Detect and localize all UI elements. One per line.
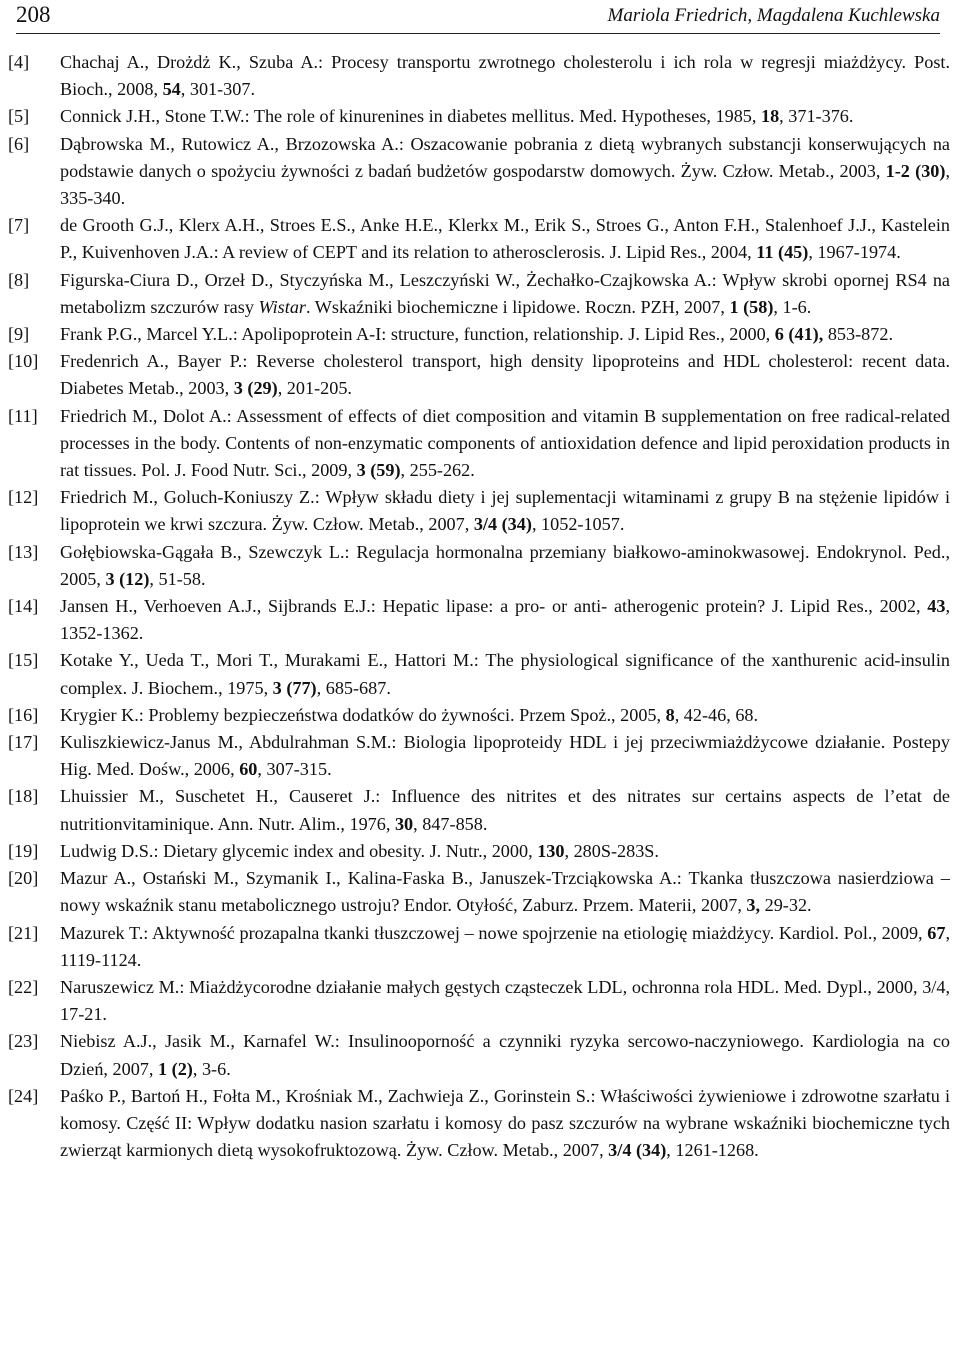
reference-number: [13] (8, 541, 39, 562)
reference-text-part: , 847-858. (413, 813, 488, 834)
reference-item (8, 783, 950, 837)
reference-volume-bold: (77) (286, 677, 317, 698)
reference-item (8, 1083, 950, 1165)
reference-number: [5] (8, 106, 30, 127)
reference-text-part: , 335-340. (60, 160, 951, 209)
reference-item (8, 267, 950, 321)
reference-volume-bold: (29) (247, 378, 278, 399)
page-header (8, 0, 950, 36)
reference-text-part: Kotake Y., Ueda T., Mori T., Murakami E., Hattori M.: The physiological significance of the xanthurenic acid-insulin complex. J. Biochem., 1975, (60, 650, 950, 698)
reference-item (8, 647, 950, 701)
reference-text-part: Friedrich M., Dolot A.: Assessment of effects of diet composition and vitamin B supplementation on free radical-related processes in the body. Contents of non-enzymatic components of antioxidation defence and lipid peroxidation products in rat tissues. Pol. J. Food Nutr. Sci., 2009, (60, 405, 950, 481)
reference-volume-bold: 11 (756, 242, 774, 263)
reference-volume-bold: (34) (635, 1140, 667, 1161)
reference-text (60, 923, 950, 970)
reference-item (8, 1028, 950, 1082)
reference-text (60, 52, 950, 99)
reference-volume-bold: (30) (915, 160, 946, 181)
reference-volume-bold: 1 (729, 296, 739, 317)
reference-text (60, 487, 950, 534)
reference-number: [12] (8, 487, 39, 508)
reference-text-part: Lhuissier M., Suschetet H., Causeret J.: Influence des nitrites et des nitrates sur certains aspects de l’etat de nutritionvitaminique. Ann. Nutr. Alim., 1976, (60, 786, 950, 834)
reference-text-part: , 307-315. (257, 759, 332, 780)
reference-text-part: , 1352-1362. (60, 596, 950, 644)
reference-text (60, 977, 950, 1024)
reference-number: [23] (8, 1031, 39, 1052)
reference-text-part: Fredenrich A., Bayer P.: Reverse cholesterol transport, high density lipoproteins and HDL cholesterol: recent data. Diabetes Metab., 2003, (60, 351, 950, 399)
reference-text-part: Connick J.H., Stone T.W.: The role of kinurenines in diabetes mellitus. Med. Hypotheses, 1985, (60, 106, 761, 127)
reference-volume-bold: (12) (119, 568, 150, 589)
reference-volume-bold: (45) (778, 242, 809, 263)
reference-text-part: , 280S-283S. (564, 840, 659, 861)
reference-number: [4] (8, 52, 30, 72)
reference-text-part: , 685-687. (316, 677, 391, 698)
reference-text-part: , 1-6. (773, 296, 812, 317)
reference-number: [15] (8, 650, 39, 671)
reference-text-part: , 371-376. (779, 106, 854, 127)
reference-item (8, 103, 950, 130)
reference-text-part: , 1261-1268. (666, 1140, 759, 1161)
reference-text-part: . Wskaźniki biochemiczne i lipidowe. Roczn. PZH, 2007, (306, 296, 730, 317)
page-number: 208 (16, 2, 51, 27)
reference-text-part: 29-32. (760, 895, 812, 916)
reference-text-part: Mazurek T.: Aktywność prozapalna tkanki tłuszczowej – nowe spojrzenie na etiologię miażdżycy. Kardiol. Pol., 2009, (60, 922, 928, 943)
reference-text-part: , 1119-1124. (60, 922, 950, 970)
reference-text (60, 705, 758, 725)
reference-text (60, 650, 950, 697)
reference-item (8, 920, 950, 974)
reference-item (8, 484, 950, 538)
reference-text-part: de Grooth G.J., Klerx A.H., Stroes E.S., Anke H.E., Klerkx M., Erik S., Stroes G., Anton F.H., Stalenhoef J.J., Kastelein P., Kuivenhoven J.A.: A review of CEPT and its relation to atherosclerosis. J. Lipid Res., 2004, (60, 215, 950, 263)
reference-item (8, 729, 950, 783)
reference-item (8, 702, 950, 729)
reference-italic-term: Wistar (258, 296, 306, 317)
reference-volume-bold: 6 (774, 324, 784, 345)
reference-text (60, 406, 950, 480)
reference-number: [22] (8, 976, 39, 997)
reference-text-part: , 201-205. (277, 378, 352, 399)
reference-text (60, 134, 950, 208)
reference-number: [9] (8, 324, 30, 345)
reference-text-part: Kuliszkiewicz-Janus M., Abdulrahman S.M.: Biologia lipoproteidy HDL i jej przeciwmiażdżycowe działanie. Postepy Hig. Med. Dośw., 2006, (60, 732, 950, 780)
reference-text-part: 853-872. (823, 324, 893, 345)
reference-item (8, 348, 950, 402)
reference-text (60, 732, 950, 779)
reference-volume-bold: 18 (760, 106, 780, 127)
reference-volume-bold: 3, (746, 895, 761, 916)
reference-text-part: , 301-307. (180, 79, 256, 100)
reference-text (60, 596, 950, 643)
reference-number: [20] (8, 868, 39, 889)
reference-volume-bold: 3 (105, 568, 115, 589)
reference-volume-bold: (34) (501, 514, 532, 535)
reference-text (60, 106, 853, 126)
reference-text (60, 324, 893, 344)
reference-number: [11] (8, 405, 38, 426)
reference-volume-bold: 8 (665, 704, 675, 725)
reference-text-part: Niebisz A.J., Jasik M., Karnafel W.: Insulinooporność a czynniki ryzyka sercowo-naczyniowego. Kardiologia na co Dzień, 2007, (60, 1031, 950, 1079)
reference-number: [24] (8, 1085, 39, 1106)
reference-volume-bold: 67 (927, 922, 946, 943)
reference-volume-bold: (2) (171, 1058, 193, 1079)
reference-volume-bold: 54 (162, 79, 181, 100)
reference-item (8, 131, 950, 213)
reference-volume-bold: 1 (158, 1058, 168, 1079)
reference-text-part: Friedrich M., Goluch-Koniuszy Z.: Wpływ składu diety i jej suplementacji witaminami z grupy B na stężenie lipidów i lipoprotein we krwi szczura. Żyw. Człow. Metab., 2007, (60, 487, 950, 535)
running-head-authors: Mariola Friedrich, Magdalena Kuchlewska (607, 5, 940, 26)
reference-number: [18] (8, 786, 39, 807)
reference-text-part: Figurska-Ciura D., Orzeł D., Styczyńska M., Leszczyński W., Żechałko-Czajkowska A.: Wpływ skrobi opornej RS4 na metabolizm szczurów rasy (60, 269, 950, 317)
reference-item (8, 403, 950, 485)
reference-item (8, 593, 950, 647)
reference-text-part: Frank P.G., Marcel Y.L.: Apolipoprotein A-I: structure, function, relationship. J. Lipid Res., 2000, (60, 324, 775, 345)
reference-list (8, 49, 950, 1164)
reference-volume-bold: 1-2 (885, 160, 910, 181)
reference-item (8, 321, 950, 348)
header-rule (16, 33, 940, 34)
reference-item (8, 212, 950, 266)
reference-text (60, 351, 950, 398)
reference-text-part: Mazur A., Ostański M., Szymanik I., Kalina-Faska B., Januszek-Trzciąkowska A.: Tkanka tłuszczowa nasierdziowa – nowy wskaźnik stanu metabolicznego ustroju? Endor. Otyłość, Zaburz. Przem. Materii, 2007, (60, 868, 950, 916)
reference-text-part: Paśko P., Bartoń H., Fołta M., Krośniak M., Zachwieja Z., Gorinstein S.: Właściwości żywieniowe i zdrowotne szarłatu i komosy. Część II: Wpływ dodatku nasion szarłatu i komosy do pasz szczurów na wybrane wskaźniki biochemiczne tych zwierząt karmionych dietą wysokofruktozową. Żyw. Człow. Metab., 2007, (60, 1085, 950, 1161)
reference-text-part: Ludwig D.S.: Dietary glycemic index and obesity. J. Nutr., 2000, (60, 840, 538, 861)
reference-volume-bold: 3/4 (473, 514, 498, 535)
reference-volume-bold: 60 (239, 759, 258, 780)
reference-number: [8] (8, 269, 30, 290)
reference-volume-bold: 3/4 (608, 1140, 632, 1161)
reference-text-part: , 42-46, 68. (674, 704, 759, 725)
reference-item (8, 49, 950, 103)
reference-number: [16] (8, 704, 39, 725)
reference-volume-bold: 3 (272, 677, 282, 698)
reference-text (60, 786, 950, 833)
reference-text (60, 542, 950, 589)
reference-item (8, 838, 950, 865)
reference-number: [6] (8, 133, 30, 154)
reference-volume-bold: 130 (537, 840, 565, 861)
reference-number: [17] (8, 732, 39, 753)
reference-text-part: Dąbrowska M., Rutowicz A., Brzozowska A.: Oszacowanie pobrania z dietą wybranych substancji konserwujących na podstawie danych o spożyciu żywności z badań budżetów gospodarstw domowych. Żyw. Człow. Metab., 2003, (60, 133, 950, 181)
reference-volume-bold: (58) (743, 296, 774, 317)
reference-text-part: , 51-58. (149, 568, 206, 589)
reference-text-part: Naruszewicz M.: Miażdżycorodne działanie małych gęstych cząsteczek LDL, ochronna rola HDL. Med. Dypl., 2000, 3/4, 17-21. (60, 976, 950, 1025)
reference-volume-bold: (41), (788, 324, 824, 345)
reference-number: [10] (8, 351, 39, 372)
reference-text-part: , 1052-1057. (531, 514, 625, 535)
reference-text-part: Jansen H., Verhoeven A.J., Sijbrands E.J.: Hepatic lipase: a pro- or anti- atherogenic protein? J. Lipid Res., 2002, (60, 596, 928, 617)
reference-number: [21] (8, 922, 39, 943)
reference-text (60, 868, 950, 915)
reference-text (60, 1031, 950, 1078)
reference-text-part: , 1967-1974. (808, 242, 901, 263)
reference-text (60, 841, 659, 861)
reference-number: [14] (8, 596, 39, 617)
reference-text-part: , 255-262. (400, 460, 475, 481)
reference-number: [19] (8, 840, 39, 861)
reference-item (8, 865, 950, 919)
reference-volume-bold: 43 (927, 596, 946, 617)
reference-item (8, 539, 950, 593)
reference-volume-bold: 3 (356, 460, 366, 481)
reference-number: [7] (8, 215, 30, 236)
reference-text-part: Krygier K.: Problemy bezpieczeństwa dodatków do żywności. Przem Spoż., 2005, (60, 704, 666, 725)
reference-text-part: , 3-6. (192, 1058, 231, 1079)
reference-text-part: Gołębiowska-Gągała B., Szewczyk L.: Regulacja hormonalna przemiany białkowo-aminokwasowej. Endokrynol. Ped., 2005, (60, 541, 950, 589)
reference-volume-bold: (59) (370, 460, 401, 481)
reference-text (60, 1086, 950, 1160)
reference-item (8, 974, 950, 1028)
reference-text (60, 270, 950, 317)
reference-volume-bold: 30 (394, 813, 414, 834)
reference-text-part: Chachaj A., Drożdż K., Szuba A.: Procesy transportu zwrotnego cholesterolu i ich rola w regresji miażdżycy. Post. Bioch., 2008, (60, 52, 950, 100)
reference-text (60, 215, 950, 262)
reference-volume-bold: 3 (233, 378, 243, 399)
